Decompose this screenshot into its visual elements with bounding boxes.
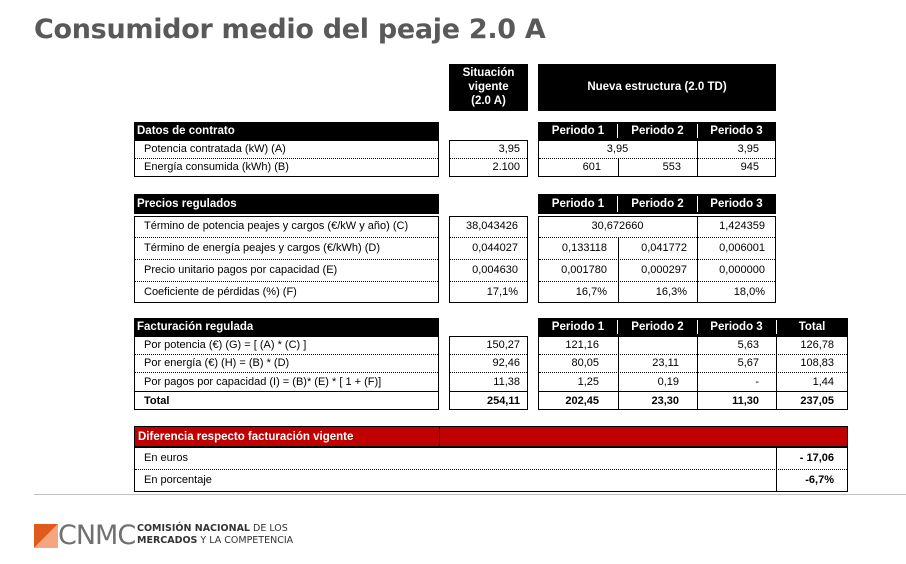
precios-row-capacidad-label: Precio unitario pagos por capacidad (E): [144, 264, 338, 276]
diferencia-porcentaje-value: -6,7%: [805, 474, 834, 486]
diferencia-euros-value: - 17,06: [799, 452, 834, 464]
contrato-row-energia-vig: 2.100: [492, 161, 520, 173]
precios-row-energia-p3: 0,006001: [719, 242, 765, 254]
precios-row-energia-p2: 0,041772: [641, 242, 687, 254]
facturacion-row-total-p1: 202,45: [565, 395, 599, 407]
precios-row-energia-label: Término de energía peajes y cargos (€/kWh) (D): [144, 242, 380, 254]
facturacion-total-header: Total: [776, 318, 848, 336]
cnmc-logo: [34, 522, 294, 552]
facturacion-row-total-vig: 254,11: [486, 395, 520, 407]
contrato-p3-header: Periodo 3: [697, 122, 776, 140]
facturacion-row-capacidad-p3: -: [755, 376, 759, 388]
precios-row-perdidas-vig: 17,1%: [486, 286, 518, 298]
precios-p2-header: Periodo 2: [618, 194, 697, 214]
contrato-p1-header: Periodo 1: [538, 122, 618, 140]
nueva-estructura-label: Nueva estructura (2.0 TD): [587, 81, 727, 93]
nueva-estructura-header: [538, 64, 776, 111]
contrato-row-energia-label: Energía consumida (kWh) (B): [144, 161, 289, 173]
situacion-vigente-header: [449, 64, 528, 111]
facturacion-p3-header: Periodo 3: [697, 318, 776, 336]
facturacion-row-potencia-p1: 121,16: [565, 339, 599, 351]
facturacion-row-capacidad-label: Por pagos por capacidad (I) = (B)* (E) * [ 1 + (F)]: [144, 376, 382, 388]
precios-row-capacidad-vig: 0,004630: [472, 264, 518, 276]
facturacion-row-energia-label: Por energía (€) (H) = (B) * (D): [144, 357, 290, 369]
facturacion-row-capacidad-total: 1,44: [812, 376, 834, 388]
diferencia-header: [134, 426, 848, 447]
facturacion-p2-header: Periodo 2: [618, 318, 697, 336]
precios-row-capacidad-p1: 0,001780: [561, 264, 607, 276]
precios-p1-header: Periodo 1: [538, 194, 618, 214]
diferencia-header-label: Diferencia respecto facturación vigente: [138, 431, 354, 443]
contrato-row-potencia-vig: 3,95: [498, 143, 520, 155]
situacion-line-2: vigente: [468, 81, 509, 93]
precios-row-potencia-label: Término de potencia peajes y cargos (€/kW y año) (C): [144, 220, 409, 232]
facturacion-row-potencia-p3: 5,63: [737, 339, 759, 351]
contrato-row-energia-p1: 601: [582, 161, 601, 173]
facturacion-row-energia-vig: 92,46: [492, 357, 520, 369]
cnmc-logo-acronym: CNMC: [58, 520, 136, 551]
facturacion-row-potencia-label: Por potencia (€) (G) = [ (A) * (C) ]: [144, 339, 307, 351]
precios-row-capacidad-p3: 0,000000: [719, 264, 765, 276]
facturacion-row-capacidad-p2: 0,19: [657, 376, 679, 388]
facturacion-row-potencia-vig: 150,27: [486, 339, 520, 351]
facturacion-row-energia-p2: 23,11: [652, 357, 679, 369]
facturacion-row-capacidad-vig: 11,38: [493, 376, 520, 388]
precios-row-energia-p1: 0,133118: [561, 242, 607, 254]
facturacion-header: Facturación regulada: [134, 318, 439, 336]
facturacion-row-energia-p1: 80,05: [571, 357, 599, 369]
precios-row-potencia-p3: 1,424359: [719, 220, 765, 232]
facturacion-row-capacidad-p1: 1,25: [577, 376, 599, 388]
precios-p3-header: Periodo 3: [697, 194, 776, 214]
contrato-header: Datos de contrato: [134, 122, 439, 140]
logo-line-2: MERCADOS Y LA COMPETENCIA: [137, 535, 294, 546]
precios-header: Precios regulados: [134, 194, 439, 214]
cnmc-logo-mark-icon: [34, 524, 58, 548]
contrato-row-potencia-label: Potencia contratada (kW) (A): [144, 143, 286, 155]
precios-row-perdidas-p2: 16,3%: [655, 286, 687, 298]
precios-row-potencia-vig: 38,043426: [466, 220, 518, 232]
precios-row-capacidad-p2: 0,000297: [641, 264, 687, 276]
facturacion-row-energia-total: 108,83: [800, 357, 834, 369]
diferencia-porcentaje-label: En porcentaje: [144, 474, 212, 486]
facturacion-row-total-label: Total: [144, 395, 170, 407]
facturacion-row-total-p2: 23,30: [651, 395, 679, 407]
situacion-line-3: (2.0 A): [471, 95, 506, 107]
precios-row-potencia-p12: 30,672660: [591, 220, 644, 232]
contrato-row-energia-p2: 553: [662, 161, 681, 173]
precios-row-energia-vig: 0,044027: [472, 242, 518, 254]
facturacion-row-total-p3: 11,30: [732, 395, 759, 407]
logo-line-1: COMISIÓN NACIONAL DE LOS: [137, 523, 288, 534]
diferencia-euros-label: En euros: [144, 452, 189, 464]
contrato-row-potencia-p3: 3,95: [737, 143, 759, 155]
precios-row-perdidas-label: Coeficiente de pérdidas (%) (F): [144, 286, 297, 298]
facturacion-row-potencia-total: 126,78: [800, 339, 834, 351]
contrato-row-potencia-p12: 3,95: [606, 143, 629, 155]
facturacion-row-total-total: 237,05: [800, 395, 834, 407]
contrato-p2-header: Periodo 2: [618, 122, 697, 140]
precios-row-perdidas-p3: 18,0%: [733, 286, 765, 298]
situacion-line-1: Situación: [462, 67, 515, 79]
page-title: Consumidor medio del peaje 2.0 A: [34, 14, 546, 45]
facturacion-row-energia-p3: 5,67: [737, 357, 759, 369]
precios-row-perdidas-p1: 16,7%: [575, 286, 607, 298]
contrato-row-energia-p3: 945: [740, 161, 759, 173]
facturacion-p1-header: Periodo 1: [538, 318, 618, 336]
footer-divider: [34, 494, 906, 495]
